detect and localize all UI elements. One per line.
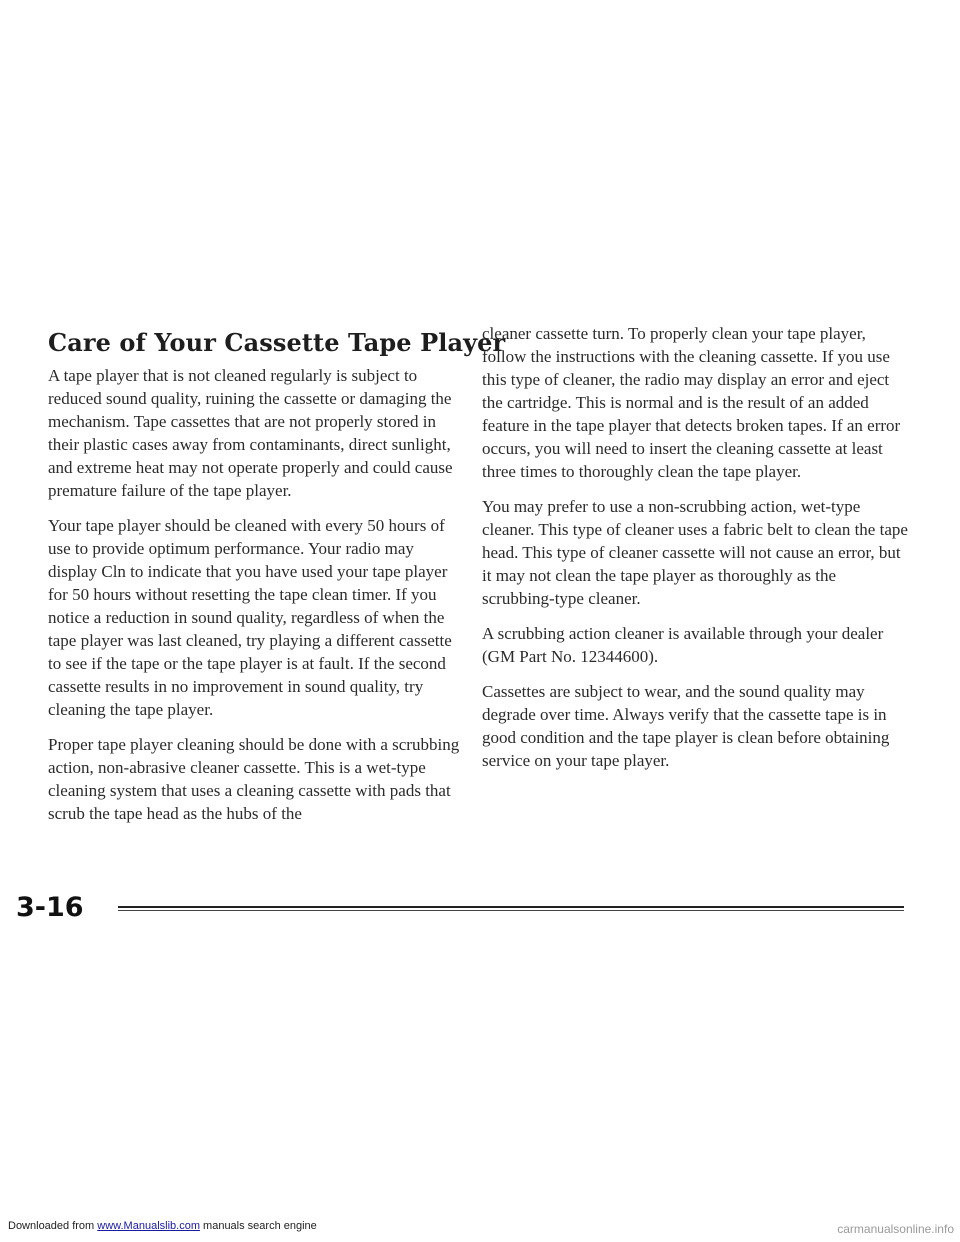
banner-prefix: Downloaded from bbox=[8, 1220, 98, 1232]
paragraph: A scrubbing action cleaner is available through your dealer (GM Part No. 12344600). bbox=[482, 624, 884, 666]
download-banner bbox=[8, 1220, 317, 1232]
paragraph: Your tape player should be cleaned with every 50 hours of use to provide optimum performance. Your radio may display Cln to indicate that you have used your tape player for 50 hours without resetting the tape clean timer. If you notice a reduction in sound quality, regardless of when the tape player was last cleaned, try playing a different cassette to see if the tape or the tape player is at fault. If the second cassette results in no improvement in sound quality, try cleaning the tape player. bbox=[48, 516, 452, 719]
paragraph: A tape player that is not cleaned regularly is subject to reduced sound quality, ruining the cassette or damaging the mechanism. Tape cassettes that are not properly stored in their plastic cases away from contaminants, direct sunlight, and extreme heat may not operate properly and could cause premature failure of the tape player. bbox=[48, 366, 453, 500]
banner-suffix: manuals search engine bbox=[199, 1220, 317, 1232]
paragraph: You may prefer to use a non-scrubbing action, wet-type cleaner. This type of cleaner uses a fabric belt to clean the tape head. This type of cleaner cassette will not cause an error, but it may not clean the tape player as thoroughly as the scrubbing-type cleaner. bbox=[482, 497, 908, 608]
footer-rule bbox=[118, 906, 904, 911]
paragraph: Cassettes are subject to wear, and the sound quality may degrade over time. Always verify that the cassette tape is in good condition and the tape player is clean before obtaining service on your tape player. bbox=[482, 682, 890, 770]
watermark: carmanualsonline.info bbox=[837, 1222, 954, 1236]
left-column bbox=[48, 364, 460, 837]
manualslib-link[interactable]: www.Manualslib.com bbox=[97, 1220, 200, 1232]
section-heading: Care of Your Cassette Tape Player bbox=[48, 328, 506, 357]
paragraph: Proper tape player cleaning should be done with a scrubbing action, non-abrasive cleaner cassette. This is a wet-type cleaning system that uses a cleaning cassette with pads that scrub the tape head as the hubs of the bbox=[48, 735, 460, 823]
paragraph: cleaner cassette turn. To properly clean your tape player, follow the instructions with the cleaning cassette. If you use this type of cleaner, the radio may display an error and eject the cartridge. This is normal and is the result of an added feature in the tape player that detects broken tapes. If an error occurs, you will need to insert the cleaning cassette at least three times to thoroughly clean the tape player. bbox=[482, 324, 901, 481]
page-number: 3-16 bbox=[16, 892, 84, 923]
right-column bbox=[482, 322, 910, 784]
